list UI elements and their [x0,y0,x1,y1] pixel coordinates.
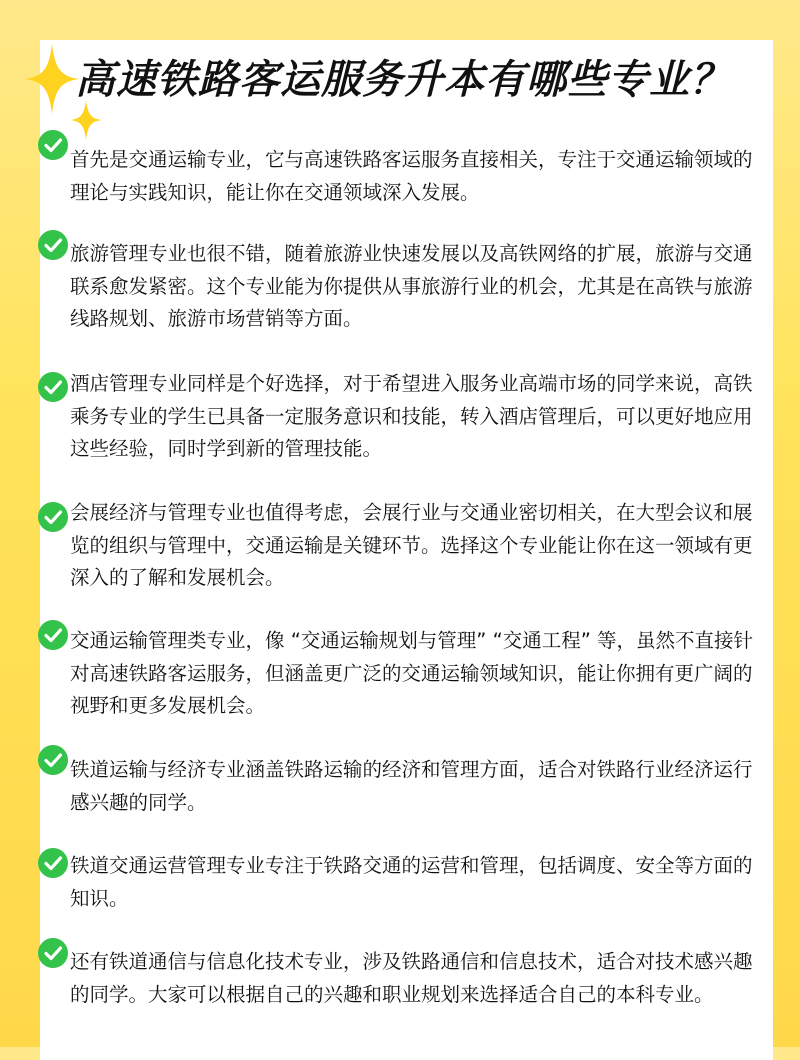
list-item: 会展经济与管理专业也值得考虑，会展行业与交通业密切相关，在大型会议和展览的组织与管理中，交通运输是关键环节。选择这个专业能让你在这一领域有更深入的了解和发展机会。 [70,501,753,589]
page-title: 高速铁路客运服务升本有哪些专业？ [75,57,731,103]
check-circle-icon [38,848,68,878]
check-circle-icon [38,938,68,968]
check-circle-icon [38,130,68,160]
list-item: 铁道交通运营管理专业专注于铁路交通的运营和管理，包括调度、安全等方面的知识。 [70,854,753,910]
list-item: 铁道运输与经济专业涵盖铁路运输的经济和管理方面，适合对铁路行业经济运行感兴趣的同学。 [70,758,753,814]
list-item: 酒店管理专业同样是个好选择，对于希望进入服务业高端市场的同学来说，高铁乘务专业的学生已具备一定服务意识和技能，转入酒店管理后，可以更好地应用这些经验，同时学到新的管理技能。 [70,372,753,460]
check-circle-icon [38,745,68,775]
list-item: 旅游管理专业也很不错，随着旅游业快速发展以及高铁网络的扩展，旅游与交通联系愈发紧密。这个专业能为你提供从事旅游行业的机会，尤其是在高铁与旅游线路规划、旅游市场营销等方面。 [70,242,753,330]
list-item: 首先是交通运输专业，它与高速铁路客运服务直接相关，专注于交通运输领域的理论与实践知识，能让你在交通领域深入发展。 [70,148,753,204]
check-circle-icon [38,620,68,650]
list-item: 交通运输管理类专业，像 “交通运输规划与管理” “交通工程” 等，虽然不直接针对高速铁路客运服务，但涵盖更广泛的交通运输领域知识，能让你拥有更广阔的视野和更多发展机会。 [70,629,754,717]
check-circle-icon [38,230,68,260]
list-item: 还有铁道通信与信息化技术专业，涉及铁路通信和信息技术，适合对技术感兴趣的同学。大家可以根据自己的兴趣和职业规划来选择适合自己的本科专业。 [70,950,753,1006]
check-circle-icon [38,372,68,402]
sparkle-icon [70,100,102,140]
check-circle-icon [38,502,68,532]
